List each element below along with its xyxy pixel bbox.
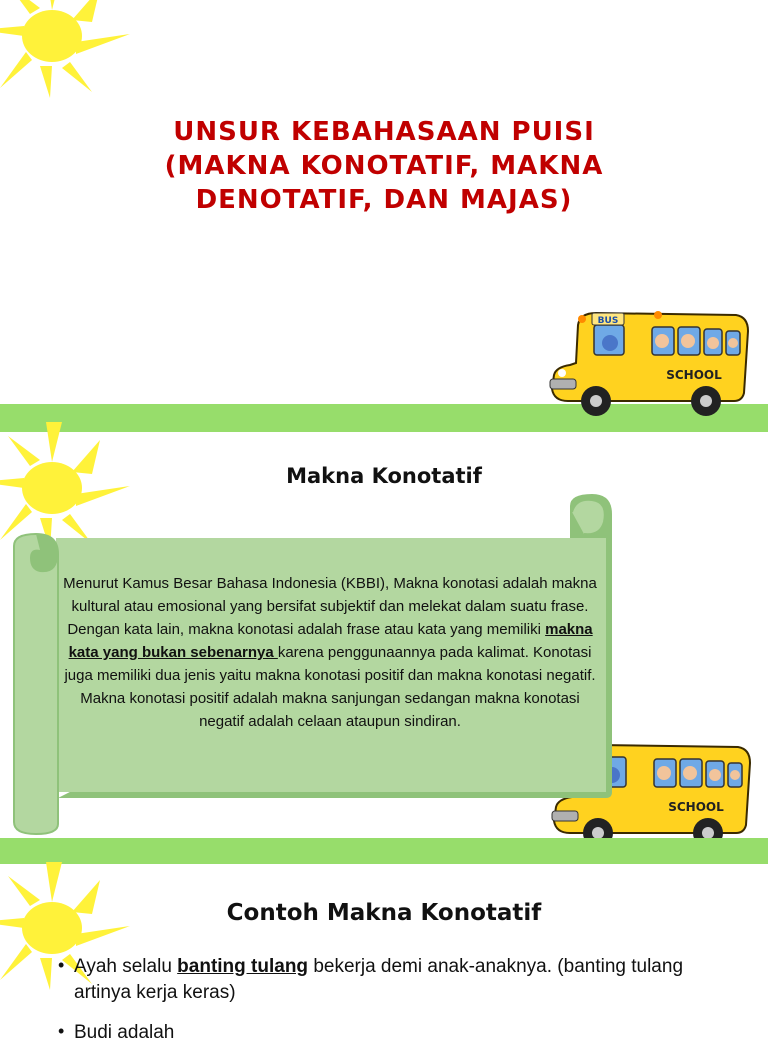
list-item [58, 954, 718, 1006]
title-line-1: UNSUR KEBAHASAAN PUISI [173, 117, 595, 147]
slide-contoh-makna-konotatif [0, 864, 768, 1043]
title-line-3: DENOTATIF, DAN MAJAS) [195, 185, 573, 215]
slide-makna-konotatif [0, 432, 768, 864]
section-heading: Makna Konotatif [286, 464, 482, 488]
list-item-text: Budi adalah [74, 1022, 175, 1043]
bus-side-label: SCHOOL [668, 800, 724, 814]
definition-paragraph [60, 572, 600, 733]
bus-side-label: SCHOOL [666, 368, 722, 382]
title-line-2: (MAKNA KONOTATIF, MAKNA [164, 151, 604, 181]
slide-title-text [80, 115, 688, 217]
list-item [58, 1020, 718, 1046]
paragraph-text: Menurut Kamus Besar Bahasa Indonesia (KBBI), Makna konotasi adalah makna kultural atau emosional yang bersifat subjektif dan melekat dalam suatu frase. Dengan kata lain, makna konotasi adalah frase atau kata yang memiliki [63, 575, 597, 638]
section-heading: Contoh Makna Konotatif [226, 900, 542, 926]
paragraph-text: karena penggunaannya pada kalimat. Konotasi juga memiliki dua jenis yaitu makna konotasi positif dan makna konotasi negatif. Makna konotasi positif adalah makna sanjungan sedangan makna konotasi negatif adalah celaan ataupun sindiran. [64, 644, 596, 730]
sun-icon [0, 0, 170, 100]
list-item-text: Ayah selalu [74, 956, 178, 977]
bus-roof-label: BUS [597, 316, 619, 326]
emphasis-text: makna kata yang bukan sebenarnya [68, 621, 593, 661]
slide-title [0, 0, 768, 432]
list-item-text: bekerja demi anak-anaknya. (banting tulang artinya kerja keras) [74, 956, 684, 1003]
example-list [58, 954, 718, 1060]
emphasis-text: banting tulang [177, 956, 309, 977]
school-bus-illustration [548, 305, 758, 425]
